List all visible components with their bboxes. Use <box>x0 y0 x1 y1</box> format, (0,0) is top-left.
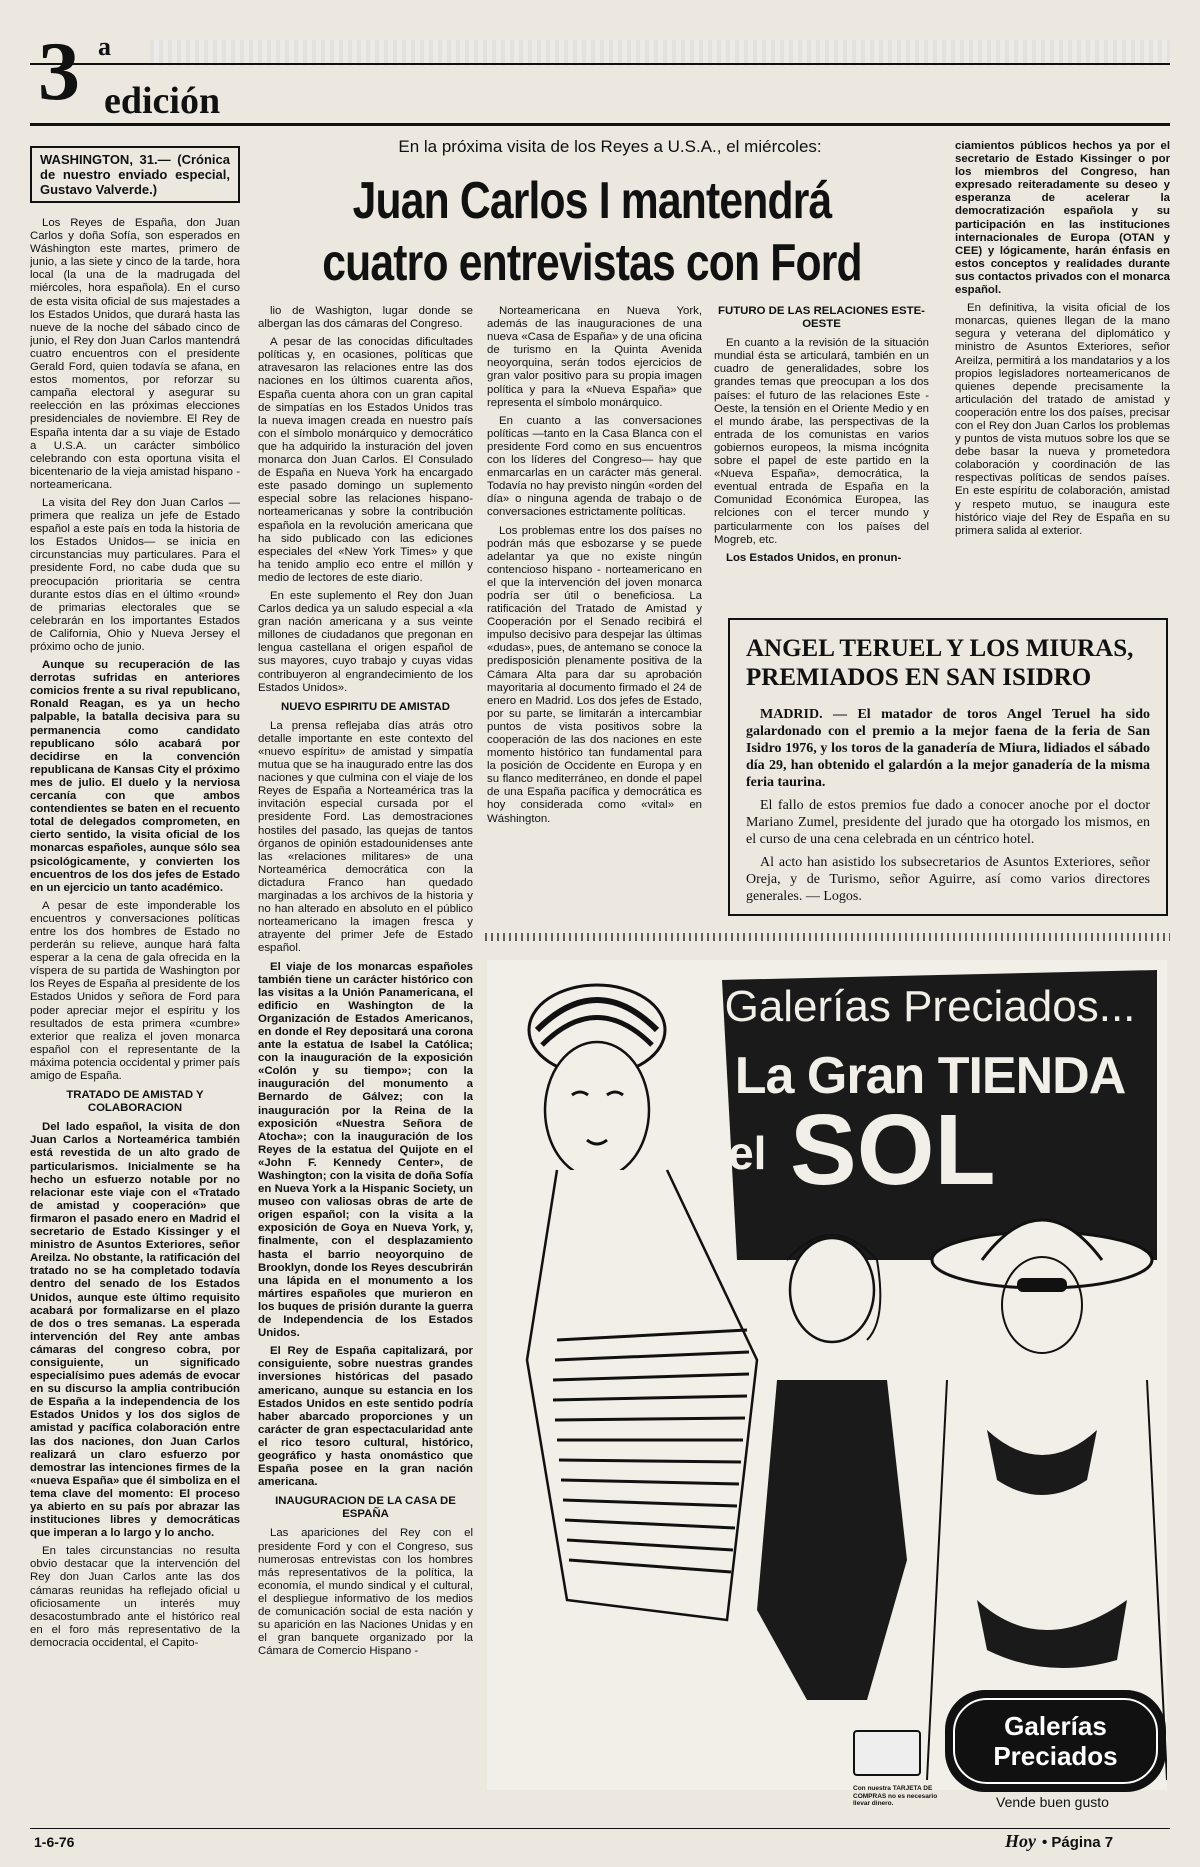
logo-line-1: Galerías <box>1004 1711 1107 1741</box>
edition-word: edición <box>104 80 221 122</box>
paragraph: A pesar de este imponderable los encuentros y conversaciones políticas entre los dos hombres de Estado no perderán su relieve, aunque hará falta esperar a la cena de gala ofrecida en la víspera de su partida de Washington por los Reyes de España al presidente de los Estados Unidos y señora de Ford para poder apreciar mejor el espíritu y los resultados de esta primera «cumbre» exterior que realiza el joven monarca español con el representante de la máxima potencia occidental y primer país amigo de España. <box>30 899 240 1082</box>
paragraph: A pesar de las conocidas dificultades políticas y, en ocasiones, políticas que atravesaron las relaciones entre las dos naciones en los últimos cuarenta años, España cuenta ahora con un gran capital de simpatías en los Estados Unidos tras la nueva imagen creada en nuestro país con el símbolo monárquico y democrático que ha adquirido la insturación del joven monarca don Juan Carlos. El Consulado de España en Nueva York ha encargado este pasado domingo un suplemento especial sobre las relaciones hispano-norteamericanas y sobre la contribución española en la revolución americana que ha sido publicado con las ediciones especiales del «New York Times» y que ha tenido amplio eco entre el millón y medio de lectores de este diario. <box>258 336 473 584</box>
boxed-paragraph: El fallo de estos premios fue dado a conocer anoche por el doctor Mariano Zumel, presidente del jurado que ha otorgado los mismos, en el curso de una cena celebrada en un céntrico hotel. <box>746 798 1150 847</box>
wavy-divider <box>485 933 1170 941</box>
paragraph: Las apariciones del Rey con el presidente Ford y con el Congreso, sus numerosas entrevistas con los hombres más representativos de la política, la economía, el mundo sindical y el cultural, el despliegue informativo de los medios de comunicación social de esta nación y su aparición en las Naciones Unidas y en el gran banquete organizado por la Cámara de Comercio Hispano - <box>258 1527 473 1658</box>
paragraph: En este suplemento el Rey don Juan Carlos dedica ya un saludo especial a «la gran nación americana y a sus veinte millones de ciudadanos que pregonan en lengua castellana el origen español de sus mayores, cuyo trabajo y cuyas vidas contribuyeron al engrandecimiento de los Estados Unidos». <box>258 589 473 694</box>
logo-line-2: Preciados <box>993 1741 1118 1771</box>
column-5 <box>955 140 1170 610</box>
paragraph: Del lado español, la visita de don Juan Carlos a Norteamérica también está revestida de un alto grado de particularismos. Inicialmente se ha hecho un esfuerzo notable por no relacionar este viaje con el «Tratado de amistad y cooperación» que firmaron el pasado enero en Madrid el secretario de Estado Kissinger y el ministro de Asuntos Exteriores, señor Areilza. No obstante, la ratificación del tratado no se ha completado todavía dentro del senado de los Estados Unidos, aunque este último requisito acabará por formalizarse en el plazo de dos o tres semanas. La esperada intervención del Rey ante ambas cámaras del congreso cobra, por consiguiente, un significado especialísimo pues además de evocar en su discurso la amplia contribución de España a la independencia de los Estados Unidos y los dos siglos de amistad y pacífica colaboración entre las dos naciones, don Juan Carlos realizará un claro esfuerzo por demostrar las intenciones firmes de la «nueva España» que él simboliza en el tema clave del momento: El proceso ya abierto en su país por abrazar las instituciones libres y democráticas que imperan a lo largo y lo ancho. <box>30 1121 240 1540</box>
paragraph: Los problemas entre los dos países no podrán más que esbozarse y se puede adelantar ya que no existe ningún contencioso hispano - norteamericano en el que la intervención del joven monarca podría ser útil o beneficiosa. La ratificación del Tratado de Amistad y Cooperación por el Senado recibirá el impulso decisivo para despejar las últimas «dudas», pues, de antemano se conoce la predisposición plenamente positiva de la Cámara Alta para dar su aprobación mayoritaria al documento firmado el 24 de enero en Madrid. Los dos jefes de Estado, por su parte, se limitarán a intercambiar puntos de vista positivos sobre la cooperación de las dos naciones en este momento histórico tan fundamental para la posición de Occidente en Europa y en su flanco mediterráneo, en donde el papel de una España pacífica y democrática es hoy considerada como «vital» en Wáshington. <box>487 524 702 825</box>
bikini-top <box>987 1430 1097 1495</box>
shopping-card-icon <box>853 1730 921 1776</box>
galerias-logo <box>945 1690 1166 1792</box>
edition-number: 3 <box>38 25 80 118</box>
boxed-paragraph: Al acto han asistido los subsecretarios de Asuntos Exteriores, señor Oreja, y de Turismo, señor Aguirre, así como varios directores generales. — Logos. <box>746 855 1150 904</box>
header-rule <box>30 123 1170 126</box>
paragraph: Los Reyes de España, don Juan Carlos y doña Sofía, son esperados en Wáshington este martes, primero de junio, a las siete y cinco de la tarde, hora local (la una de la madrugada del miércoles, hora española). En el curso de esta visita oficial de sus majestades a los Estados Unidos, que durará hasta las nueve de la noche del sábado cinco de junio, el Rey don Juan Carlos mantendrá cuatro encuentros con el presidente Gerald Ford, quien todavía se afana, en estos momentos, por reforzar su campaña electoral y asegurar su reelección en las próximas elecciones presidenciales de noviembre. El Rey de España intenta dar a su viaje de Estado a U.S.A. un carácter simbólico celebrando con esta oportuna visita el bicentenario de la vieja amistad hispano - norteamericana. <box>30 217 240 491</box>
bikini-bottom <box>977 1600 1127 1668</box>
boxed-lead: MADRID. — El matador de toros Angel Teruel ha sido galardonado con el premio a la mejor faena de la feria de San Isidro 1976, y los toros de la ganadería de Miura, lidiados el sábado día 29, han obtenido el galardón a la mejor ganadería de la misma feria taurina. <box>746 707 1150 790</box>
logo-border <box>953 1698 1158 1784</box>
ad-card-text: Con nuestra TARJETA DE COMPRAS no es necesario llevar dinero. <box>853 1785 938 1807</box>
footer-logo: Hoy <box>1005 1831 1036 1851</box>
subhead-nuevo: NUEVO ESPIRITU DE AMISTAD <box>281 700 450 713</box>
ad-sol: SOL <box>790 1094 996 1206</box>
ad-del: del <box>700 1127 767 1179</box>
column-1 <box>30 146 240 1826</box>
paragraph: ciamientos públicos hechos ya por el secretario de Estado Kissinger o por los miembros del Congreso, han expresado reiteradamente su deseo y esperanza de acelerar la democratización española y su participación en las instituciones internacionales de Europa (OTAN y CEE) y lógicamente, harán énfasis en estos conceptos y realidades durante sus contactos privados con el monarca español. <box>955 140 1170 297</box>
footer-rule <box>30 1828 1170 1829</box>
ad-brand-script: Galerías Preciados... <box>724 982 1136 1031</box>
paragraph: El viaje de los monarcas españoles también tiene un carácter histórico con las visitas a la Unión Panamericana, el edificio en Washington de la Organización de Estados Americanos, en donde el Rey depositará una corona ante la estatua de Isabel la Católica; con la inauguración de la exposición «Colón y su tiempo»; con la inauguración del monumento a Bernardo de Gálvez; con la inauguración por la Reina de la exposición «Nuestra Señora de Atocha»; con la inauguración de los Reyes de la estatua del Quijote en el «John F. Kennedy Center», de Washington; con la visita de doña Sofía en Nueva York a la Hispanic Society, un museo con valiosas obras de arte de origen español; con la visita a la exposición de Goya en Nueva York, y, finalmente, con el desplazamiento hasta el barrio neoyorquino de Brooklyn, donde los Reyes descubrirán una lápida en el monumento a los mártires españoles que murieron en los buques de prisión durante la guerra de Independencia de los Estados Unidos. <box>258 960 473 1340</box>
column-4 <box>714 305 929 605</box>
body-left <box>527 1170 757 1620</box>
paragraph: lio de Washigton, lugar donde se albergan las dos cámaras del Congreso. <box>258 305 473 331</box>
edition-suffix: a <box>98 32 111 61</box>
paragraph: La visita del Rey don Juan Carlos —primera que realiza un jefe de Estado español a este país en toda la historia de los Estados Unidos— se inicia en circunstancias muy particulares. Para el presidente Ford, no cabe duda que su preocupación prioritaria se centra durante estos días en el último «round» de primarias electorales que se celebrarán en los importantes Estados de California, Ohio y Nueva Jersey el próximo ocho de junio. <box>30 496 240 653</box>
ad-tagline: La Gran TIENDA <box>734 1047 1126 1105</box>
paragraph: Aunque su recuperación de las derrotas sufridas en anteriores comicios frente a su rival republicano, Ronald Reagan, es ya un hecho palpable, la batalla decisiva para su permanencia como candidato republicano sólo acabará por decidirse en la convención republicana de Kansas City el próximo mes de julio. El duelo y la nerviosa cercanía con que ambos contendientes se baten en el recuento total de delegados comprometen, en cierto sentido, la visita oficial de los monarcas españoles, aunque sólo sea psicológicamente, y convierten los encuentros de los dos jefes de Estado en un ejercicio un tanto académico. <box>30 659 240 894</box>
column-2 <box>258 305 473 1825</box>
paragraph: En tales circunstancias no resulta obvio destacar que la intervención del Rey don Juan Carlos ante las dos cámaras reunidas ha reflejado oficial u oficiosamente un interés muy desacostumbrado ante el histórico real en el foro más representativo de la democracia occidental, el Capito- <box>30 1545 240 1649</box>
face-left <box>545 1042 649 1178</box>
paragraph: En cuanto a las conversaciones políticas —tanto en la Casa Blanca con el presidente Ford como en sus encuentros con los líderes del Congreso— hay que enmarcarlas en un carácter más general. Todavía no hay previsto ningún «orden del día» o ninguna agenda de trabajo o de conversaciones estrictamente políticas. <box>487 414 702 519</box>
paragraph: Los Estados Unidos, en pronun- <box>726 551 902 564</box>
paragraph: Norteamericana en Nueva York, además de las inauguraciones de una nueva «Casa de España» y de una oficina de turismo en la Quinta Avenida neoyorquina, serán todos ejercicios de gran valor positivo para su propia imagen política y para la «Nueva España» que representa el símbolo monárquico. <box>487 305 702 409</box>
face-middle <box>790 1238 874 1342</box>
paragraph: La prensa reflejaba días atrás otro detalle importante en este contexto del «nuevo espíritu» de amistad y simpatía mutua que se ha inaugurado entre las dos naciones y que culmina con el viaje de los Reyes de España a Norteamérica tras la invitación especial cursada por el presidente Ford. Las demostraciones hostiles del pasado, las quejas de tantos órganos de opinión estadounidenses ante las «relaciones militares» de una Norteamérica democrática con la dictadura Franco han quedado marginadas a los archivos de la historia y no han alterado en absoluto en el público norteamericano la imagen fresca y atrayente del primer Jefe de Estado español. <box>258 719 473 955</box>
ad-slogan: Vende buen gusto <box>996 1794 1109 1810</box>
sunglasses <box>1017 1278 1067 1292</box>
paragraph: En definitiva, la visita oficial de los monarcas, quienes llegan de la mano segura y veterana del diplomático y ministro de Asuntos Exteriores, señor Areilza, permitirá a los mandatarios y a los propios legisladores norteamericanos de quienes depende precisamente la articulación del tratado de amistad y cooperación entre los dos países, precisar con el Rey don Juan Carlos los problemas y puntos de vista mutuos sobre los que se debe basar la nueva y prometedora colaboración y coordinación de las respectivas políticas de sendos países. En este espíritu de colaboración, amistad y respeto mutuo, se inaugura este histórico viaje del Rey de España en su primera salida al exterior. <box>955 302 1170 537</box>
dateline: WASHINGTON, 31.— (Crónica de nuestro enviado especial, Gustavo Valverde.) <box>30 146 240 203</box>
footer-date: 1-6-76 <box>34 1834 75 1850</box>
subhead-inauguracion: INAUGURACION DE LA CASA DE ESPAÑA <box>275 1495 456 1521</box>
boxed-story <box>728 618 1168 916</box>
boxed-headline: ANGEL TERUEL Y LOS MIURAS, PREMIADOS EN SAN ISIDRO <box>746 635 1134 691</box>
subhead-futuro: FUTURO DE LAS RELACIONES ESTE-OESTE <box>718 305 925 331</box>
top-rule <box>30 63 1170 65</box>
main-headline: Juan Carlos I mantendrá cuatro entrevistas con Ford <box>322 172 862 292</box>
swimsuit-middle <box>757 1380 907 1700</box>
column-3 <box>487 305 702 925</box>
paragraph: En cuanto a la revisión de la situación mundial ésta se articulará, también en un cuadro de generalidades, sobre los grandes temas que preocupan a los dos países: el futuro de las relaciones Este - Oeste, la tensión en el Oriente Medio y en el mundo árabe, las perspectivas de la entrada de los comunistas en varios gobiernos europeos, la misma incógnita sobre el papel de este partido en la «Nueva España», democrática, la eventual entrada de España en la Comunidad Económica Europea, las relciones con el tercer mundo y particularmente con los países del Mogreb, etc. <box>714 337 929 546</box>
kicker: En la próxima visita de los Reyes a U.S.A., el miércoles: <box>398 137 822 156</box>
paragraph: El Rey de España capitalizará, por consiguiente, sobre nuestras grandes inversiones históricas del pasado americano, aunque su estancia en los Estados Unidos en este sentido podría haber abarcado proporciones y un carácter de gran espectacularidad ante el rico tesoro cultural, histórico, geográfico y hasta onomástico que España posee en la gran nación americana. <box>258 1345 473 1489</box>
page-number: • Página 7 <box>1042 1834 1114 1851</box>
subhead-tratado: TRATADO DE AMISTAD Y COLABORACION <box>66 1089 204 1115</box>
